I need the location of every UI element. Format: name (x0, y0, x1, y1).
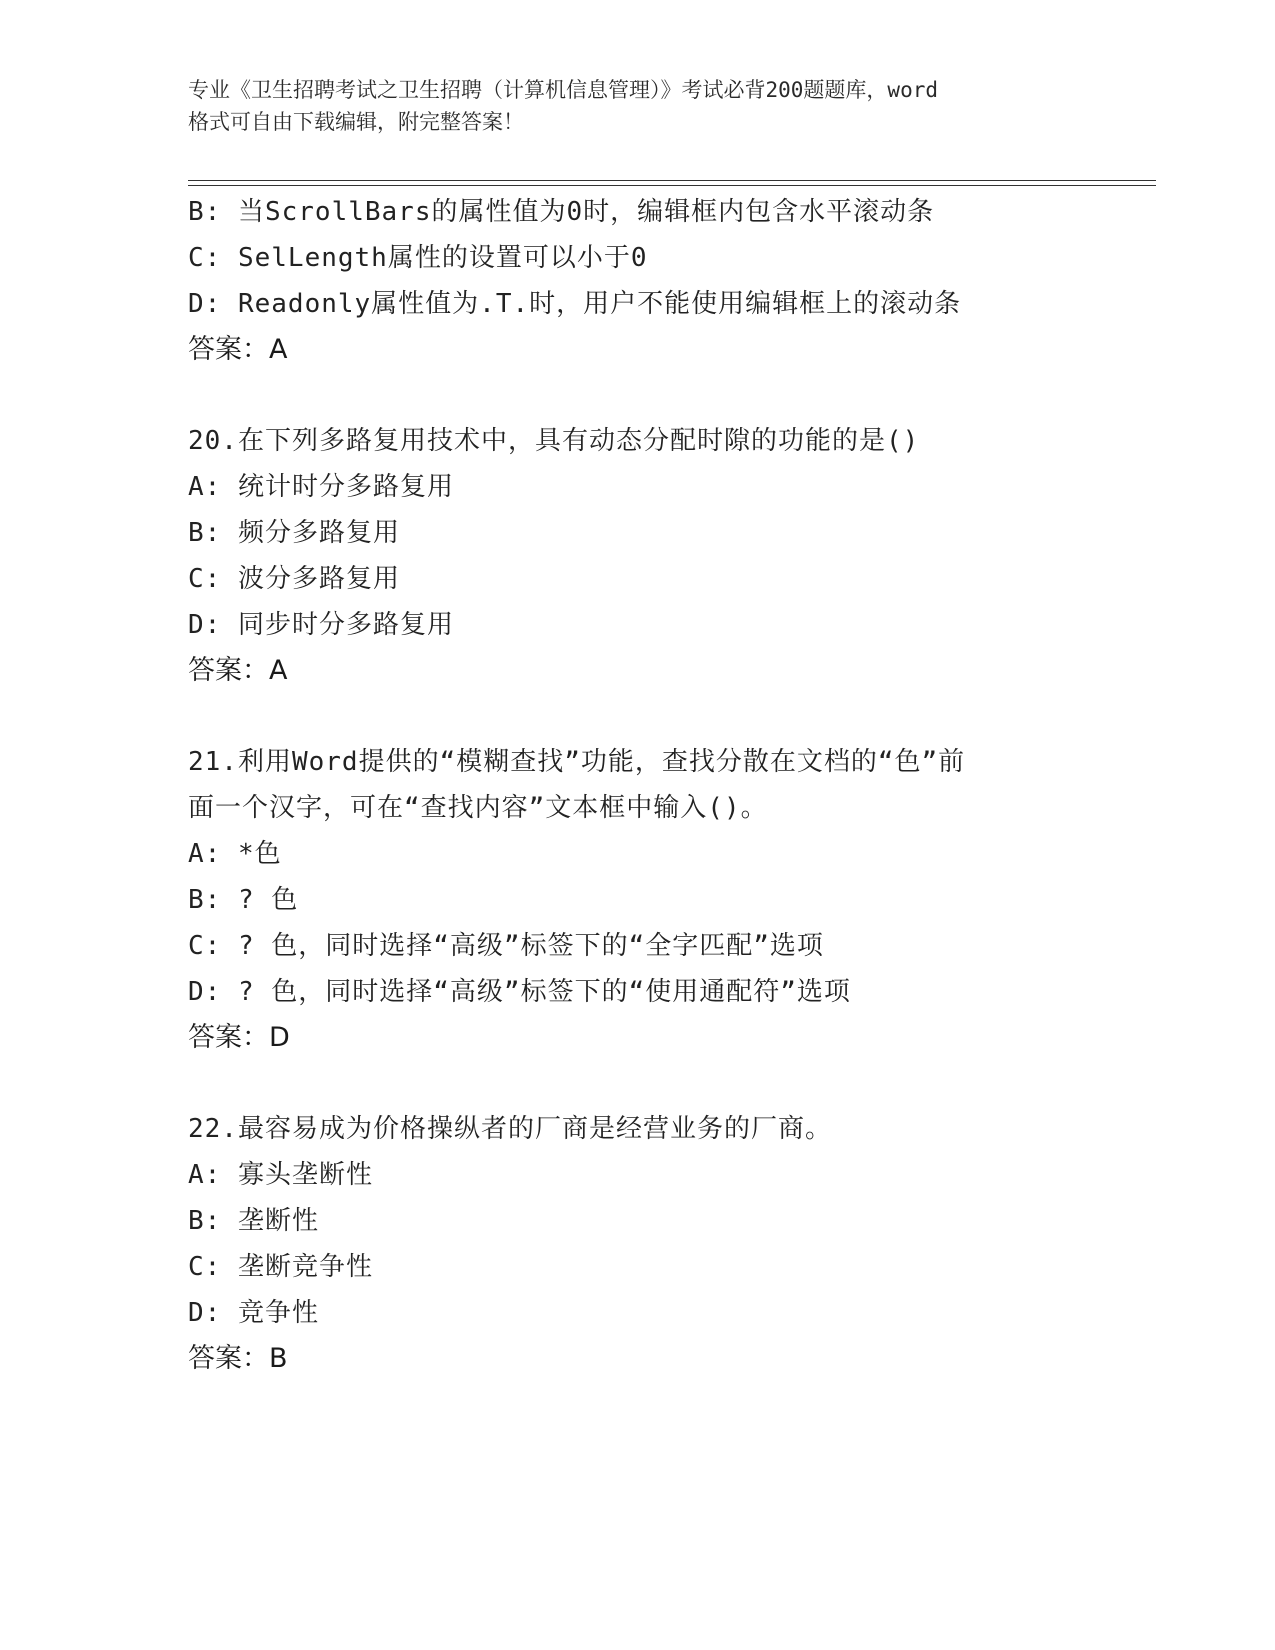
header-title-line-2: 格式可自由下载编辑，附完整答案！ (188, 110, 524, 134)
option-d: D: ? 色，同时选择“高级”标签下的“使用通配符”选项 (188, 977, 851, 1007)
option-d: D: 同步时分多路复用 (188, 610, 454, 640)
question-stem-continued: 面一个汉字，可在“查找内容”文本框中输入()。 (188, 793, 768, 823)
option-d: D: 竞争性 (188, 1298, 319, 1328)
question-stem: 22.最容易成为价格操纵者的厂商是经营业务的厂商。 (188, 1114, 832, 1144)
question-21 (188, 739, 1148, 1061)
option-c: C: 波分多路复用 (188, 564, 400, 594)
spacer (188, 1061, 1148, 1106)
option-b: B: ? 色 (188, 885, 299, 915)
question-list (188, 189, 1148, 1382)
spacer (188, 694, 1148, 739)
option-c: C: SelLength属性的设置可以小于0 (188, 243, 648, 273)
question-stem: 20.在下列多路复用技术中，具有动态分配时隙的功能的是() (188, 426, 920, 456)
answer-line: 答案：B (188, 1343, 288, 1374)
option-c: C: 垄断竞争性 (188, 1252, 373, 1282)
option-a: A: 统计时分多路复用 (188, 472, 454, 502)
option-b: B: 垄断性 (188, 1206, 319, 1236)
question-22 (188, 1106, 1148, 1382)
document-header (188, 74, 1088, 138)
question-stem: 21.利用Word提供的“模糊查找”功能，查找分散在文档的“色”前 (188, 747, 966, 777)
spacer (188, 373, 1148, 418)
option-b: B: 频分多路复用 (188, 518, 400, 548)
header-divider-top (188, 180, 1156, 181)
option-a: A: *色 (188, 839, 282, 869)
question-20 (188, 418, 1148, 694)
option-c: C: ? 色，同时选择“高级”标签下的“全字匹配”选项 (188, 931, 824, 961)
question-19-continued (188, 189, 1148, 373)
option-d: D: Readonly属性值为.T.时，用户不能使用编辑框上的滚动条 (188, 289, 962, 319)
answer-line: 答案：A (188, 334, 288, 365)
header-divider-bottom (188, 185, 1156, 186)
option-a: A: 寡头垄断性 (188, 1160, 373, 1190)
option-b: B: 当ScrollBars的属性值为0时，编辑框内包含水平滚动条 (188, 197, 935, 227)
answer-line: 答案：A (188, 655, 288, 686)
header-title-line-1: 专业《卫生招聘考试之卫生招聘（计算机信息管理）》考试必背200题题库，word (188, 78, 938, 102)
answer-line: 答案：D (188, 1022, 290, 1053)
